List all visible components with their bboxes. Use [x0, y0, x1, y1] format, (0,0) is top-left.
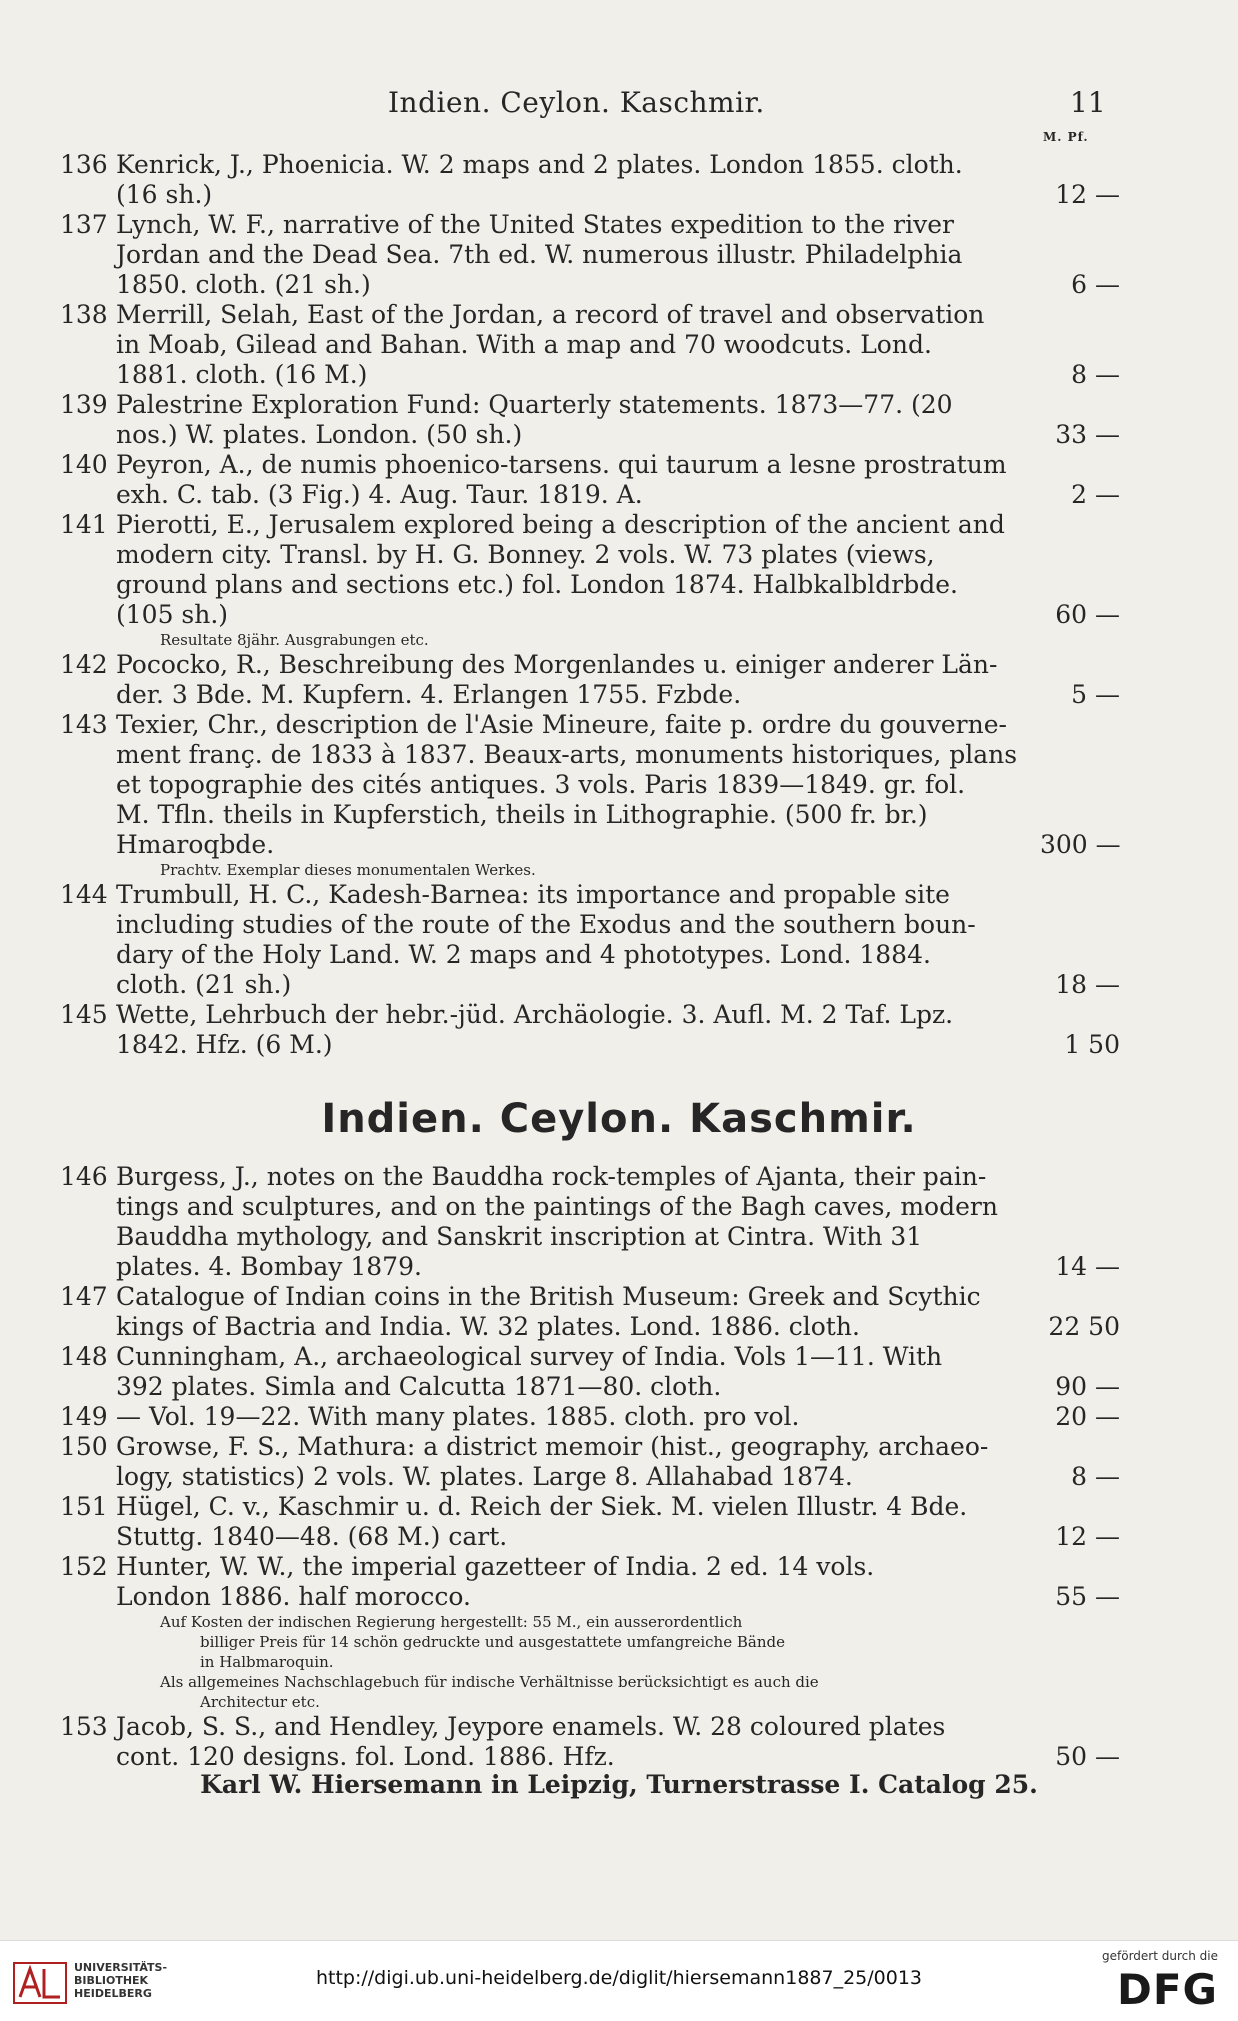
entry-line — [60, 800, 1120, 830]
entry-text: ment franç. de 1833 à 1837. Beaux-arts, monuments historiques, plans — [116, 740, 1018, 769]
entry-price: 90 — — [1055, 1372, 1120, 1401]
entry-text: Trumbull, H. C., Kadesh-Barnea: its importance and propable site — [116, 880, 950, 909]
entry-note-text: Resultate 8jähr. Ausgrabungen etc. — [160, 631, 429, 649]
entry-text: Texier, Chr., description de l'Asie Mineure, faite p. ordre du gouverne- — [116, 710, 1007, 739]
entry-text: kings of Bactria and India. W. 32 plates. Lond. 1886. cloth. — [116, 1312, 860, 1341]
catalog-entry — [60, 1552, 1120, 1712]
entry-text: Jordan and the Dead Sea. 7th ed. W. numerous illustr. Philadelphia — [116, 240, 963, 269]
entry-note-text: Als allgemeines Nachschlagebuch für indische Verhältnisse berücksichtigt es auch die — [160, 1673, 819, 1691]
entry-line — [60, 1282, 1120, 1312]
entry-number: 149 — [60, 1402, 108, 1431]
catalog-entry — [60, 710, 1120, 880]
entry-text: Stuttg. 1840—48. (68 M.) cart. — [116, 1522, 508, 1551]
entry-number: 139 — [60, 390, 108, 419]
entry-text: Hunter, W. W., the imperial gazetteer of India. 2 ed. 14 vols. — [116, 1552, 875, 1581]
entry-text: Cunningham, A., archaeological survey of India. Vols 1—11. With — [116, 1342, 943, 1371]
library-name: UNIVERSITÄTS- BIBLIOTHEK HEIDELBERG — [74, 1961, 168, 2000]
entry-number: 153 — [60, 1712, 108, 1741]
entry-price: 1 50 — [1064, 1030, 1120, 1059]
entry-number: 145 — [60, 1000, 108, 1029]
entry-number: 137 — [60, 210, 108, 239]
funder-caption: gefördert durch die — [1102, 1949, 1218, 1963]
entry-note — [60, 1692, 1120, 1712]
entry-note — [60, 1612, 1120, 1632]
entry-number: 144 — [60, 880, 108, 909]
entry-line — [60, 390, 1120, 420]
entry-text: M. Tfln. theils in Kupferstich, theils in Lithographie. (500 fr. br.) — [116, 800, 928, 829]
entry-line — [60, 1522, 1120, 1552]
document-url-link[interactable]: http://digi.ub.uni-heidelberg.de/diglit/hiersemann1887_25/0013 — [315, 1967, 923, 1989]
entry-note-text: Auf Kosten der indischen Regierung hergestellt: 55 M., ein ausserordentlich — [160, 1613, 743, 1631]
entry-text: tings and sculptures, and on the paintings of the Bagh caves, modern — [116, 1192, 998, 1221]
entry-number: 141 — [60, 510, 108, 539]
entry-line — [60, 510, 1120, 540]
catalog-entry — [60, 1342, 1120, 1402]
entry-number: 150 — [60, 1432, 108, 1461]
catalog-entry — [60, 1402, 1120, 1432]
entry-text: Growse, F. S., Mathura: a district memoir (hist., geography, archaeo- — [116, 1432, 989, 1461]
entry-line — [60, 880, 1120, 910]
entry-text: (105 sh.) — [116, 600, 229, 629]
entry-text: Kenrick, J., Phoenicia. W. 2 maps and 2 plates. London 1855. cloth. — [116, 150, 963, 179]
page-number: 11 — [1070, 86, 1106, 119]
entry-line — [60, 680, 1120, 710]
entry-line — [60, 480, 1120, 510]
entry-text: exh. C. tab. (3 Fig.) 4. Aug. Taur. 1819. A. — [116, 480, 643, 509]
entry-number: 148 — [60, 1342, 108, 1371]
entry-line — [60, 570, 1120, 600]
catalog-entry — [60, 210, 1120, 300]
entry-line — [60, 1312, 1120, 1342]
entry-line — [60, 210, 1120, 240]
entry-text: Hmaroqbde. — [116, 830, 275, 859]
entry-number: 142 — [60, 650, 108, 679]
entry-price: 2 — — [1071, 480, 1120, 509]
entry-text: 392 plates. Simla and Calcutta 1871—80. cloth. — [116, 1372, 722, 1401]
entry-text: Burgess, J., notes on the Bauddha rock-temples of Ajanta, their pain- — [116, 1162, 987, 1191]
entry-line — [60, 1342, 1120, 1372]
entry-price: 60 — — [1055, 600, 1120, 629]
price-column-label: M. Pf. — [1043, 130, 1089, 144]
entry-note — [60, 630, 1120, 650]
entry-number: 147 — [60, 1282, 108, 1311]
catalog-entry — [60, 1492, 1120, 1552]
entry-price: 8 — — [1071, 360, 1120, 389]
bottom-entry-list — [60, 1162, 1120, 1772]
entry-price: 8 — — [1071, 1462, 1120, 1491]
entry-text: cont. 120 designs. fol. Lond. 1886. Hfz. — [116, 1742, 615, 1771]
entry-text: Catalogue of Indian coins in the British Museum: Greek and Scythic — [116, 1282, 981, 1311]
entry-line — [60, 940, 1120, 970]
entry-line — [60, 1030, 1120, 1060]
entry-text: Lynch, W. F., narrative of the United States expedition to the river — [116, 210, 954, 239]
entry-line — [60, 180, 1120, 210]
entry-line — [60, 450, 1120, 480]
entry-note — [60, 1632, 1120, 1652]
entry-line — [60, 240, 1120, 270]
entry-price: 50 — — [1055, 1742, 1120, 1771]
entry-line — [60, 740, 1120, 770]
catalog-entry — [60, 450, 1120, 510]
entry-price: 12 — — [1055, 180, 1120, 209]
entry-number: 146 — [60, 1162, 108, 1191]
entry-line — [60, 300, 1120, 330]
entry-number: 151 — [60, 1492, 108, 1521]
entry-text: including studies of the route of the Exodus and the southern boun- — [116, 910, 976, 939]
entry-text: Bauddha mythology, and Sanskrit inscription at Cintra. With 31 — [116, 1222, 923, 1251]
entry-text: Hügel, C. v., Kaschmir u. d. Reich der Siek. M. vielen Illustr. 4 Bde. — [116, 1492, 968, 1521]
entry-line — [60, 420, 1120, 450]
dfg-logo: DFG — [1116, 1965, 1218, 2014]
entry-note-text: Architectur etc. — [200, 1693, 320, 1711]
section-title: Indien. Ceylon. Kaschmir. — [321, 1096, 917, 1142]
entry-text: dary of the Holy Land. W. 2 maps and 4 phototypes. Lond. 1884. — [116, 940, 931, 969]
entry-line — [60, 710, 1120, 740]
entry-price: 33 — — [1055, 420, 1120, 449]
entry-text: modern city. Transl. by H. G. Bonney. 2 vols. W. 73 plates (views, — [116, 540, 935, 569]
entry-text: Pococko, R., Beschreibung des Morgenlandes u. einiger anderer Län- — [116, 650, 998, 679]
entry-text: Merrill, Selah, East of the Jordan, a record of travel and observation — [116, 300, 985, 329]
entry-note-text: Prachtv. Exemplar dieses monumentalen Werkes. — [160, 861, 536, 879]
entry-number: 152 — [60, 1552, 108, 1581]
entry-line — [60, 1000, 1120, 1030]
catalog-entry — [60, 650, 1120, 710]
catalog-entry — [60, 510, 1120, 650]
entry-price: 18 — — [1055, 970, 1120, 999]
entry-note — [60, 1672, 1120, 1692]
catalog-entry — [60, 1432, 1120, 1492]
entry-text: logy, statistics) 2 vols. W. plates. Large 8. Allahabad 1874. — [116, 1462, 853, 1491]
entry-text: Jacob, S. S., and Hendley, Jeypore enamels. W. 28 coloured plates — [116, 1712, 946, 1741]
entry-text: (16 sh.) — [116, 180, 213, 209]
entry-text: der. 3 Bde. M. Kupfern. 4. Erlangen 1755. Fzbde. — [116, 680, 742, 709]
catalog-entry — [60, 1282, 1120, 1342]
entry-text: in Moab, Gilead and Bahan. With a map and 70 woodcuts. Lond. — [116, 330, 932, 359]
entry-line — [60, 1162, 1120, 1192]
entry-price: 55 — — [1055, 1582, 1120, 1611]
entry-line — [60, 330, 1120, 360]
entry-line — [60, 360, 1120, 390]
entry-number: 136 — [60, 150, 108, 179]
entry-number: 143 — [60, 710, 108, 739]
entry-line — [60, 1712, 1120, 1742]
entry-text: 1850. cloth. (21 sh.) — [116, 270, 371, 299]
catalog-entry — [60, 150, 1120, 210]
entry-number: 138 — [60, 300, 108, 329]
entry-line — [60, 150, 1120, 180]
entry-number: 140 — [60, 450, 108, 479]
entry-line — [60, 540, 1120, 570]
entry-line — [60, 1582, 1120, 1612]
catalog-entry — [60, 1712, 1120, 1772]
entry-line — [60, 1372, 1120, 1402]
entry-note — [60, 860, 1120, 880]
entry-text: 1842. Hfz. (6 M.) — [116, 1030, 333, 1059]
entry-line — [60, 1742, 1120, 1772]
entry-text: et topographie des cités antiques. 3 vols. Paris 1839—1849. gr. fol. — [116, 770, 966, 799]
catalog-entry — [60, 1000, 1120, 1060]
entry-text: Palestrine Exploration Fund: Quarterly statements. 1873—77. (20 — [116, 390, 953, 419]
entry-line — [60, 1402, 1120, 1432]
catalog-entry — [60, 390, 1120, 450]
entry-line — [60, 770, 1120, 800]
publisher-footer: Karl W. Hiersemann in Leipzig, Turnerstrasse I. Catalog 25. — [200, 1770, 1038, 1799]
entry-text: nos.) W. plates. London. (50 sh.) — [116, 420, 523, 449]
entry-line — [60, 1492, 1120, 1522]
entry-text: — Vol. 19—22. With many plates. 1885. cloth. pro vol. — [116, 1402, 800, 1431]
entry-note — [60, 1652, 1120, 1672]
entry-text: Peyron, A., de numis phoenico-tarsens. qui taurum a lesne prostratum — [116, 450, 1007, 479]
entry-price: 12 — — [1055, 1522, 1120, 1551]
entry-price: 5 — — [1071, 680, 1120, 709]
catalog-entry — [60, 880, 1120, 1000]
top-entry-list — [60, 150, 1120, 1060]
catalog-entry — [60, 1162, 1120, 1282]
entry-price: 14 — — [1055, 1252, 1120, 1281]
entry-price: 22 50 — [1048, 1312, 1120, 1341]
entry-line — [60, 270, 1120, 300]
entry-line — [60, 650, 1120, 680]
entry-line — [60, 1552, 1120, 1582]
viewer-bottom-bar — [0, 1940, 1238, 2021]
entry-line — [60, 1432, 1120, 1462]
entry-text: plates. 4. Bombay 1879. — [116, 1252, 422, 1281]
entry-line — [60, 1462, 1120, 1492]
entry-text: cloth. (21 sh.) — [116, 970, 292, 999]
entry-price: 300 — — [1040, 830, 1121, 859]
entry-price: 20 — — [1055, 1402, 1120, 1431]
entry-line — [60, 1222, 1120, 1252]
entry-note-text: in Halbmaroquin. — [200, 1653, 334, 1671]
entry-price: 6 — — [1071, 270, 1120, 299]
entry-line — [60, 1252, 1120, 1282]
entry-text: Pierotti, E., Jerusalem explored being a description of the ancient and — [116, 510, 1005, 539]
entry-note-text: billiger Preis für 14 schön gedruckte und ausgestattete umfangreiche Bände — [200, 1633, 785, 1651]
entry-line — [60, 910, 1120, 940]
catalog-entry — [60, 300, 1120, 390]
entry-text: London 1886. half morocco. — [116, 1582, 471, 1611]
running-head-title: Indien. Ceylon. Kaschmir. — [388, 86, 765, 119]
entry-text: ground plans and sections etc.) fol. London 1874. Halbkalbldrbde. — [116, 570, 959, 599]
entry-text: Wette, Lehrbuch der hebr.-jüd. Archäologie. 3. Aufl. M. 2 Taf. Lpz. — [116, 1000, 954, 1029]
entry-line — [60, 970, 1120, 1000]
entry-line — [60, 830, 1120, 860]
entry-line — [60, 600, 1120, 630]
entry-text: 1881. cloth. (16 M.) — [116, 360, 368, 389]
entry-line — [60, 1192, 1120, 1222]
